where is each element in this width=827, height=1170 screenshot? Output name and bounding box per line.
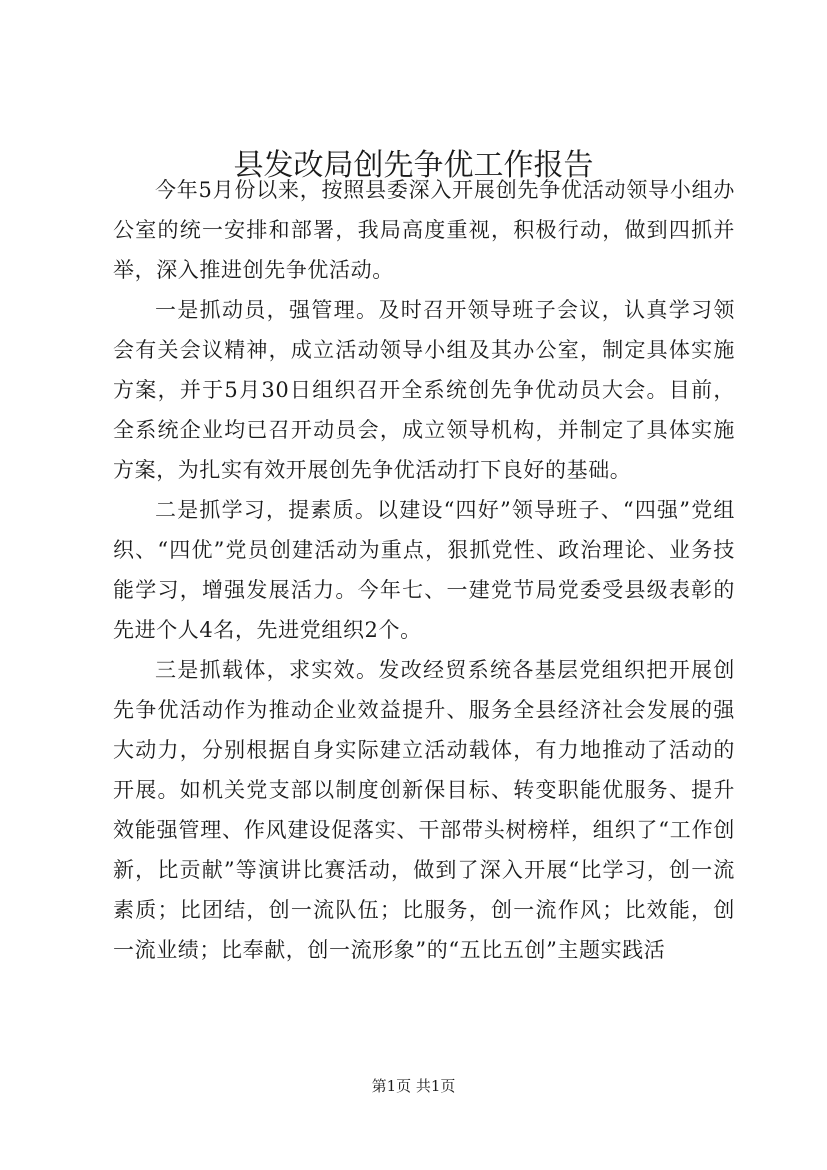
paragraph-intro: 今年5月份以来，按照县委深入开展创先争优活动领导小组办公室的统一安排和部署，我局高度重视，积极行动，做到四抓并举，深入推进创先争优活动。 (113, 178, 735, 282)
page-footer: 第1页 共1页 (371, 1077, 456, 1095)
paragraph-carrier: 三是抓载体，求实效。发改经贸系统各基层党组织把开展创先争优活动作为推动企业效益提升、服务全县经济社会发展的强大动力，分别根据自身实际建立活动载体，有力地推动了活动的开展。如机关党支部以制度创新保目标、转变职能优服务、提升效能强管理、作风建设促落实、干部带头树榜样，组织了“工作创新，比贡献”等演讲比赛活动，做到了深入开展“比学习，创一流素质；比团结，创一流队伍；比服务，创一流作风；比效能，创一流业绩；比奉献，创一流形象”的“五比五创”主题实践活 (113, 658, 735, 962)
document-body (113, 170, 735, 970)
paragraph-study: 二是抓学习，提素质。以建设“四好”领导班子、“四强”党组织、“四优”党员创建活动为重点，狠抓党性、政治理论、业务技能学习，增强发展活力。今年七、一建党节局党委受县级表彰的先进个人4名，先进党组织2个。 (113, 498, 735, 642)
paragraph-mobilization: 一是抓动员，强管理。及时召开领导班子会议，认真学习领会有关会议精神，成立活动领导小组及其办公室，制定具体实施方案，并于5月30日组织召开全系统创先争优动员大会。目前，全系统企业均已召开动员会，成立领导机构，并制定了具体实施方案，为扎实有效开展创先争优活动打下良好的基础。 (113, 298, 735, 482)
document-title: 县发改局创先争优工作报告 (233, 148, 594, 183)
